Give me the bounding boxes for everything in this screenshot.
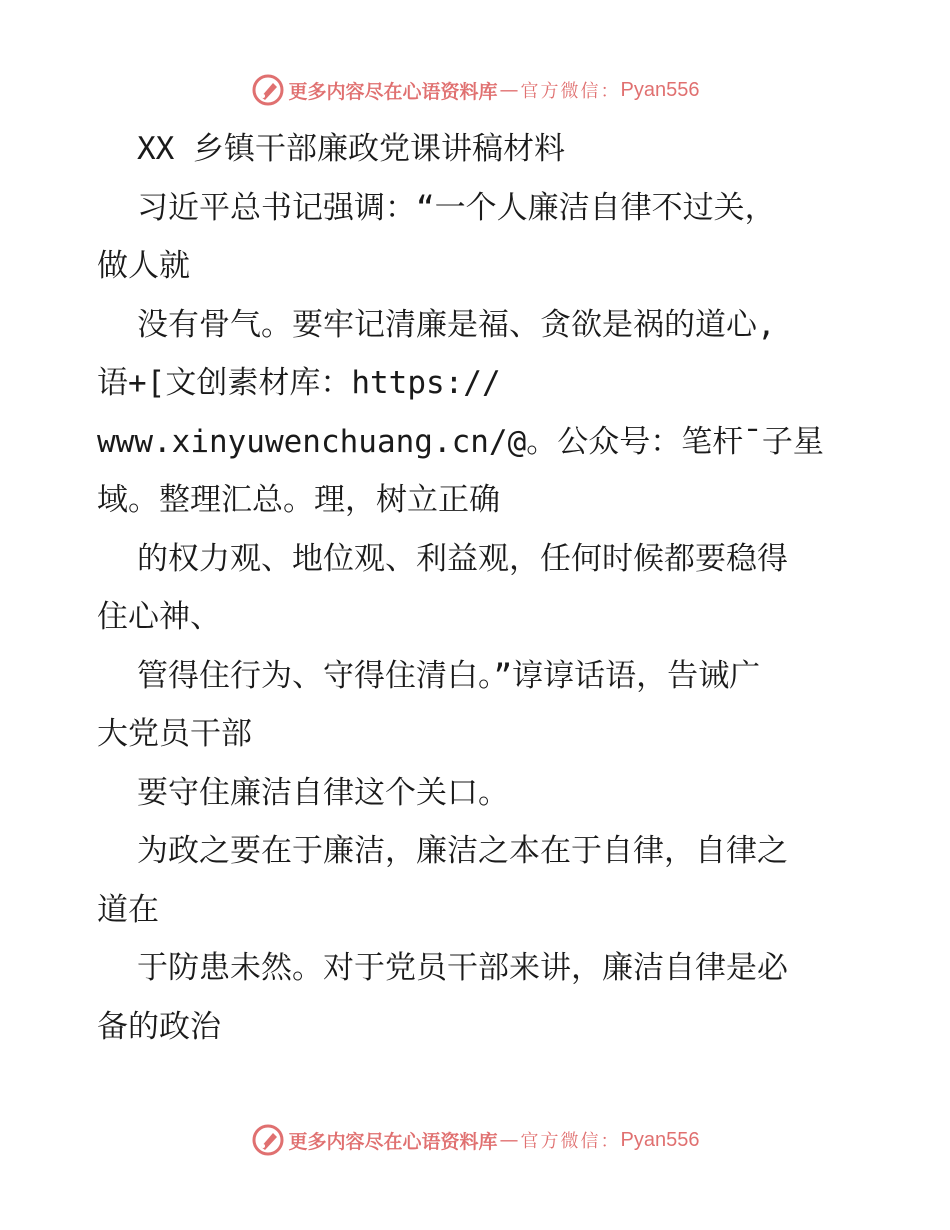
text-line: 备的政治 — [97, 1008, 221, 1045]
banner-text: 更多内容尽在心语资料库 — [288, 80, 498, 103]
text-line: 于防患未然。对于党员干部来讲，廉洁自律是必 — [137, 950, 788, 986]
text-line: 没有骨气。要牢记清廉是福、贪欲是祸的道心, — [137, 306, 776, 343]
text-line: 大党员干部 — [97, 716, 252, 752]
banner-dash: — — [499, 1129, 519, 1151]
header-banner — [0, 70, 950, 110]
text-line: 为政之要在于廉洁，廉洁之本在于自律，自律之 — [137, 833, 788, 869]
text-line: 道在 — [97, 891, 159, 928]
document-body — [97, 120, 867, 1056]
banner-wechat-label: 官方微信： — [520, 1131, 621, 1152]
text-line: 语+[文创素材库：https:// — [97, 365, 501, 401]
banner-text: 更多内容尽在心语资料库 — [288, 1130, 498, 1153]
text-line: 管得住行为、守得住清白。”谆谆话语，告诫广 — [137, 657, 761, 694]
document-title: XX 乡镇干部廉政党课讲稿材料 — [137, 131, 565, 167]
text-line: 习近平总书记强调：“一个人廉洁自律不过关， — [137, 189, 776, 226]
banner-wechat-id: Pyan556 — [620, 1128, 700, 1151]
banner-dash: — — [499, 79, 519, 101]
text-line: 域。整理汇总。理，树立正确 — [97, 482, 500, 518]
pen-nib-logo-icon — [251, 73, 285, 107]
pen-nib-logo-icon — [251, 1123, 285, 1157]
text-line: 做人就 — [97, 248, 190, 284]
text-line: 的权力观、地位观、利益观，任何时候都要稳得 — [137, 540, 788, 577]
text-line: 要守住廉洁自律这个关口。 — [137, 774, 509, 811]
text-line: www.xinyuwenchuang.cn/@。公众号：笔杆¯子星 — [97, 423, 824, 460]
footer-banner — [0, 1120, 950, 1160]
banner-wechat-label: 官方微信： — [520, 81, 621, 102]
text-line: 住心神、 — [97, 599, 221, 635]
banner-wechat-id: Pyan556 — [620, 78, 700, 101]
